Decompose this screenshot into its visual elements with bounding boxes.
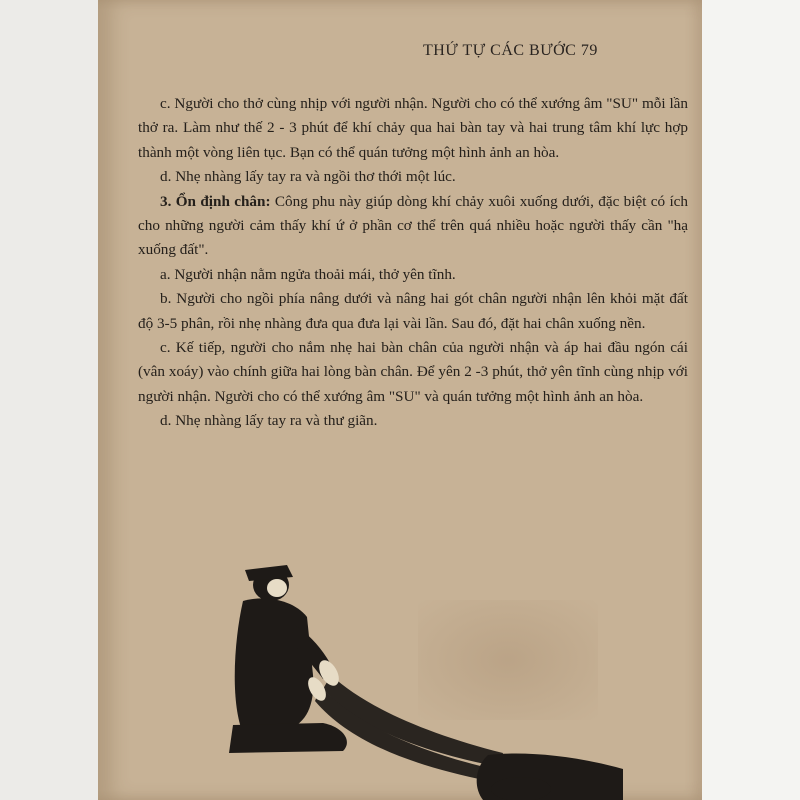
desk-background-left	[0, 0, 112, 800]
paragraph-step-d-remove-hands: d. Nhẹ nhàng lấy tay ra và ngồi thơ thới một lúc.	[160, 168, 456, 186]
paragraph-section-3	[138, 190, 688, 263]
paragraph-step-c-feet: c. Kế tiếp, người cho nắm nhẹ hai bàn chân của người nhận và áp hai đầu ngón cái (vân xoáy) vào chính giữa hai lòng bàn chân. Để yên 2 -3 phút, thở yên tĩnh cùng nhịp với người nhận. Người cho có thể xướng âm "SU" và quán tưởng một hình ảnh an hòa.	[138, 339, 688, 405]
paragraph-step-d-relax: d. Nhẹ nhàng lấy tay ra và thư giãn.	[160, 412, 378, 430]
desk-background-right	[702, 0, 800, 800]
paragraph-step-a: a. Người nhận nằm ngửa thoải mái, thở yên tĩnh.	[160, 265, 456, 283]
book-page	[98, 0, 702, 800]
body-text	[138, 92, 688, 434]
illustration-seated-person-holding-feet	[203, 555, 623, 800]
paragraph-step-b: b. Người cho ngồi phía nâng dưới và nâng hai gót chân người nhận lên khỏi mặt đất độ 3-5 phân, rồi nhẹ nhàng đưa qua đưa lại vài lần. Sau đó, đặt hai chân xuống nền.	[138, 290, 688, 332]
section-3-text: Công phu này giúp dòng khí chảy xuôi xuống dưới, đặc biệt có ích cho những người cảm thấy khí ứ ở phần cơ thể trên quá nhiều hoặc người thấy cần "hạ xuống đất".	[138, 192, 688, 259]
running-header: THỨ TỰ CÁC BƯỚC 79	[423, 42, 598, 59]
paragraph-step-c-breathing: c. Người cho thở cùng nhịp với người nhận. Người cho có thể xướng âm "SU" mỗi lần thở ra. Làm như thế 2 - 3 phút để khí chảy qua hai bàn tay và hai trung tâm khí lực hợp thành một vòng liên tục. Bạn có thể quán tưởng một hình ảnh an hòa.	[138, 95, 688, 161]
section-3-heading: 3. Ổn định chân:	[160, 192, 271, 210]
